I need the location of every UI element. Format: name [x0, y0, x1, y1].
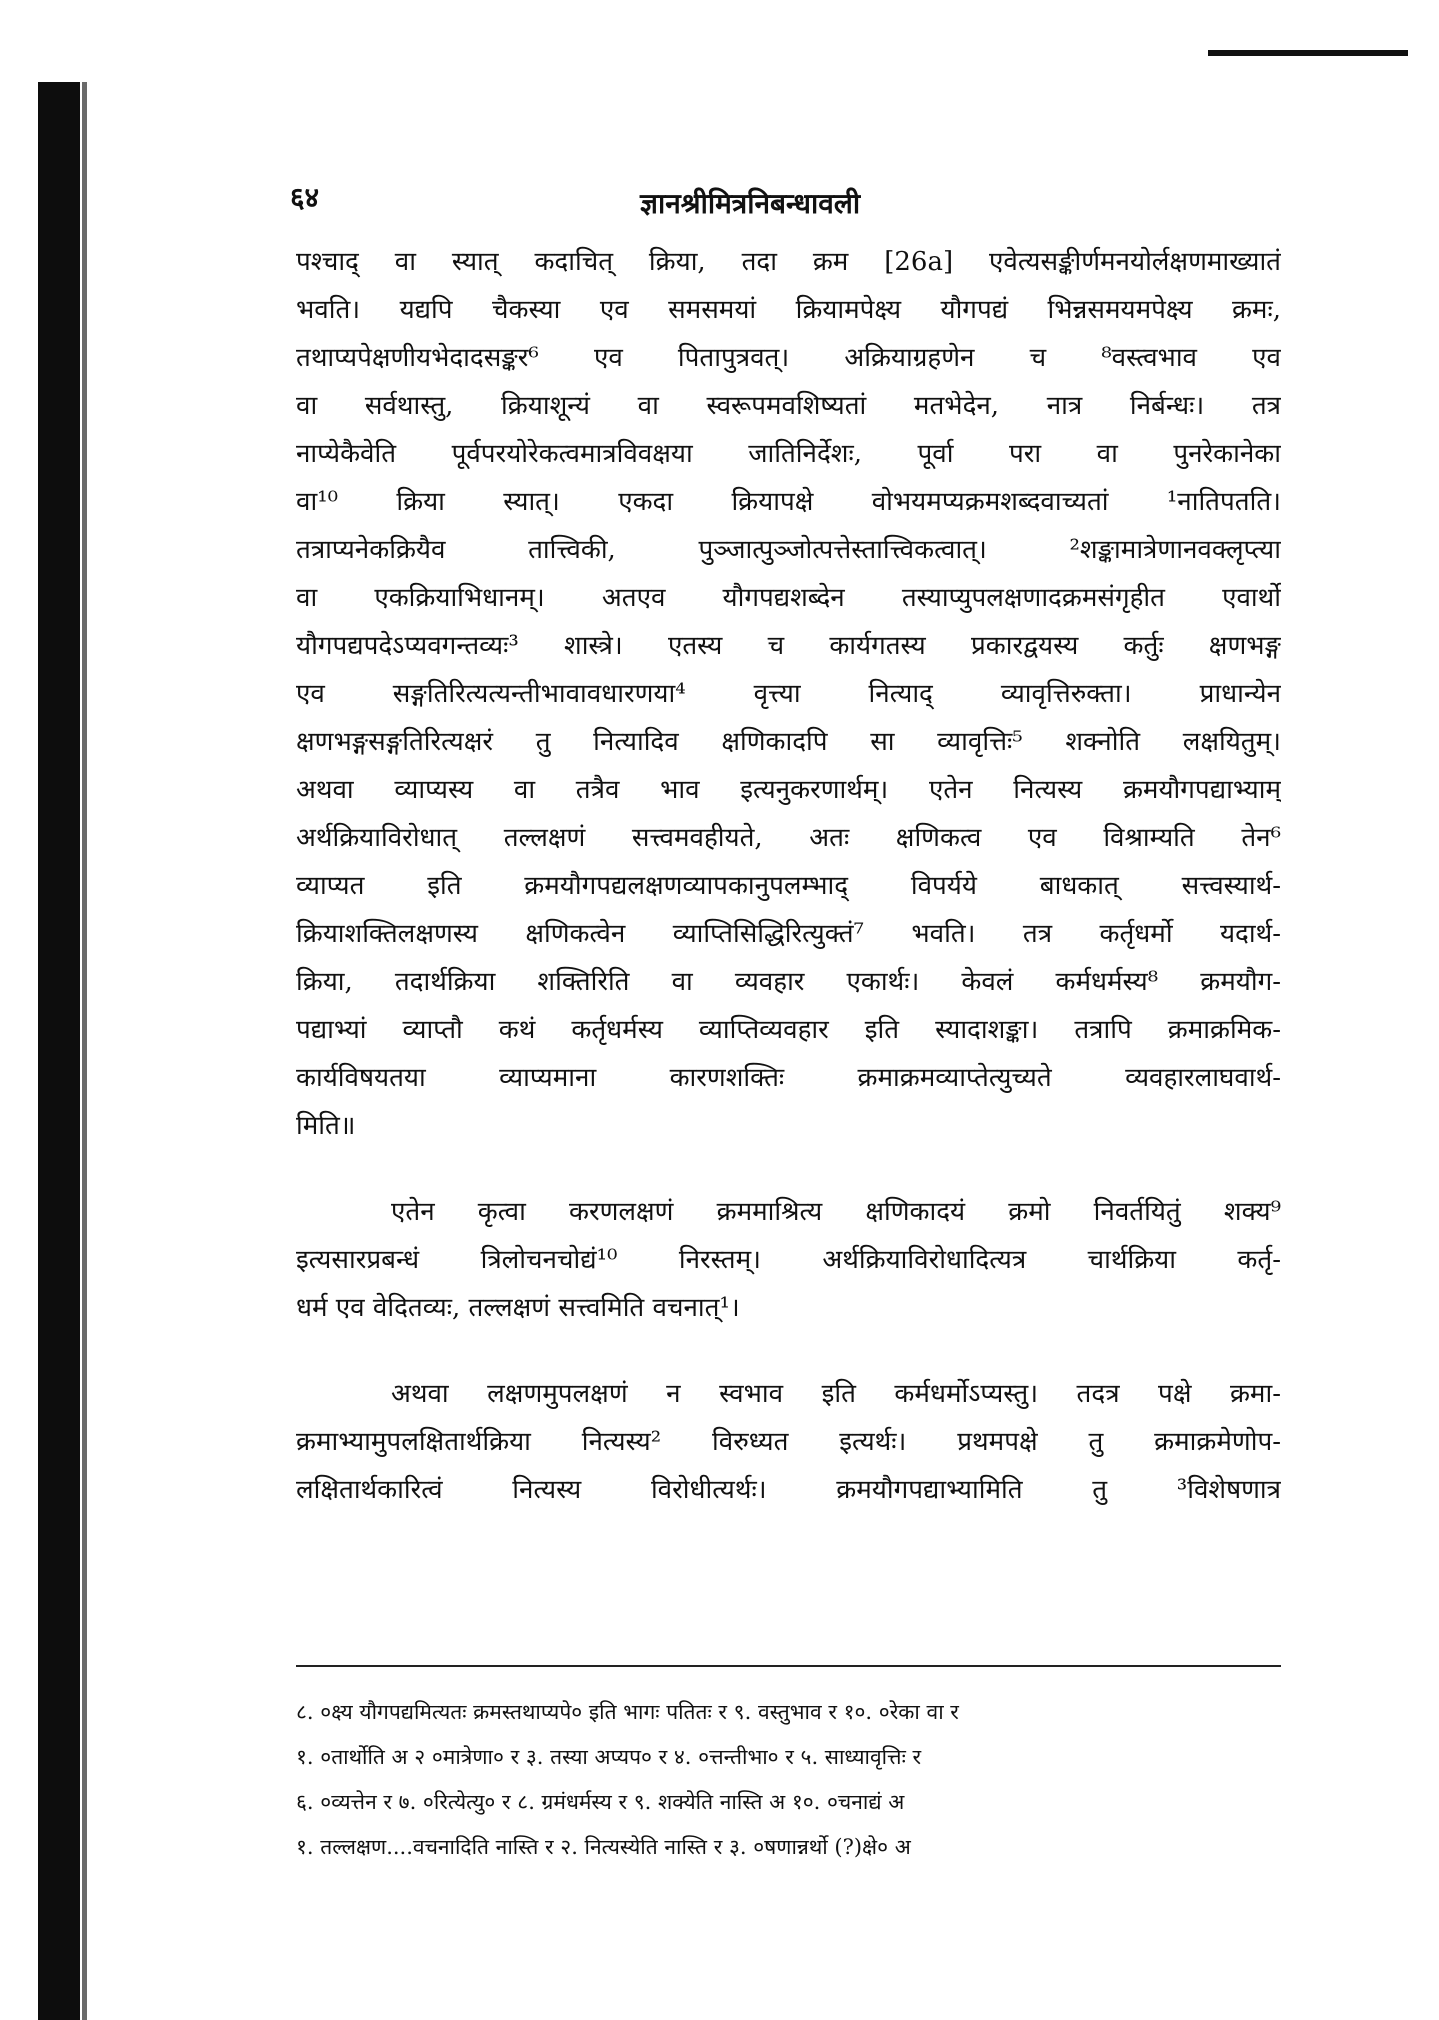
footnotes [296, 1690, 1281, 1870]
text-line: क्रियाशक्तिलक्षणस्य क्षणिकत्वेन व्याप्तिसिद्धिरित्युक्तं⁷ भवति। तत्र कर्तृधर्मो यदार्थ- [296, 919, 1281, 949]
text-line: नाप्येकैवेति पूर्वपरयोरेकत्वमात्रविवक्षया जातिनिर्देशः, पूर्वा परा वा पुनरेकानेका [296, 439, 1281, 469]
binding-edge [82, 82, 87, 2020]
text-line: एतेन कृत्वा करणलक्षणं क्रममाश्रित्य क्षणिकादयं क्रमो निवर्तयितुं शक्य⁹ [391, 1197, 1281, 1227]
text-line: अथवा व्याप्यस्य वा तत्रैव भाव इत्यनुकरणार्थम्। एतेन नित्यस्य क्रमयौगपद्याभ्याम् [296, 775, 1281, 805]
paragraph-3 [296, 1370, 1281, 1514]
paragraph-2 [296, 1188, 1281, 1332]
text-line: धर्म एव वेदितव्यः, तल्लक्षणं सत्त्वमिति वचनात्¹। [296, 1293, 740, 1323]
text-line: वा¹⁰ क्रिया स्यात्। एकदा क्रियापक्षे वोभयमप्यक्रमशब्दवाच्यतां ¹नातिपतति। [296, 487, 1281, 517]
paragraph-1 [296, 238, 1281, 1150]
text-line: लक्षितार्थकारित्वं नित्यस्य विरोधीत्यर्थः। क्रमयौगपद्याभ्यामिति तु ³विशेषणात्र [296, 1475, 1281, 1505]
footnote-line: १. ०तार्थोति अ २ ०मात्रेणा० र ३. तस्या अप्यप० र ४. ०त्तन्तीभा० र ५. साध्यावृत्तिः र [296, 1745, 922, 1769]
text-line: अथवा लक्षणमुपलक्षणं न स्वभाव इति कर्मधर्मोऽप्यस्तु। तदत्र पक्षे क्रमा- [391, 1379, 1281, 1409]
page-number: ६४ [290, 181, 320, 214]
text-line: तत्राप्यनेकक्रियैव तात्त्विकी, पुञ्जात्पुञ्जोत्पत्तेस्तात्त्विकत्वात्। ²शङ्कामात्रेणानवक्लृप्त्या [296, 535, 1281, 565]
text-line: क्रमाभ्यामुपलक्षितार्थक्रिया नित्यस्य² विरुध्यत इत्यर्थः। प्रथमपक्षे तु क्रमाक्रमेणोप- [296, 1427, 1281, 1457]
text-line: वा सर्वथास्तु, क्रियाशून्यं वा स्वरूपमवशिष्यतां मतभेदेन, नात्र निर्बन्धः। तत्र [296, 391, 1281, 421]
footnote-line: ६. ०व्यत्तेन र ७. ०रित्येत्यु० र ८. ग्रमंधर्मस्य र ९. शक्येति नास्ति अ १०. ०चनाद्यं अ [296, 1790, 905, 1814]
top-rule [1208, 50, 1408, 56]
text-line: वा एकक्रियाभिधानम्। अतएव यौगपद्यशब्देन तस्याप्युपलक्षणादक्रमसंगृहीत एवार्थो [296, 583, 1281, 613]
text-line: अर्थक्रियाविरोधात् तल्लक्षणं सत्त्वमवहीयते, अतः क्षणिकत्व एव विश्राम्यति तेन⁶ [296, 823, 1281, 853]
text-line: भवति। यद्यपि चैकस्या एव समसमयां क्रियामपेक्ष्य यौगपद्यं भिन्नसमयमपेक्ष्य क्रमः, [296, 295, 1281, 325]
running-head: ज्ञानश्रीमित्रनिबन्धावली [640, 187, 861, 220]
text-line: पश्चाद् वा स्यात् कदाचित् क्रिया, तदा क्रम [26a] एवेत्यसङ्कीर्णमनयोर्लक्षणमाख्यातं [296, 247, 1281, 277]
text-line: एव सङ्गतिरित्यत्यन्तीभावावधारणया⁴ वृत्त्या नित्याद् व्यावृत्तिरुक्ता। प्राधान्येन [296, 679, 1281, 709]
footnote-divider [296, 1665, 1281, 1667]
main-text [296, 238, 1281, 1514]
footnote-line: १. तल्लक्षण....वचनादिति नास्ति र २. नित्यस्येति नास्ति र ३. ०षणान्नर्थो (?)क्षे० अ [296, 1835, 911, 1859]
text-line: व्याप्यत इति क्रमयौगपद्यलक्षणव्यापकानुपलम्भाद् विपर्यये बाधकात् सत्त्वस्यार्थ- [296, 871, 1281, 901]
book-binding-shadow [38, 82, 80, 2020]
text-line: क्षणभङ्गसङ्गतिरित्यक्षरं तु नित्यादिव क्षणिकादपि सा व्यावृत्तिः⁵ शक्नोति लक्षयितुम्। [296, 727, 1281, 757]
text-line: तथाप्यपेक्षणीयभेदादसङ्कर⁶ एव पितापुत्रवत्। अक्रियाग्रहणेन च ⁸वस्त्वभाव एव [296, 343, 1281, 373]
text-line: कार्यविषयतया व्याप्यमाना कारणशक्तिः क्रमाक्रमव्याप्तेत्युच्यते व्यवहारलाघवार्थ- [296, 1063, 1281, 1093]
text-line: इत्यसारप्रबन्धं त्रिलोचनचोद्यं¹⁰ निरस्तम्। अर्थक्रियाविरोधादित्यत्र चार्थक्रिया कर्तृ- [296, 1245, 1281, 1275]
text-line: पद्याभ्यां व्याप्तौ कथं कर्तृधर्मस्य व्याप्तिव्यवहार इति स्यादाशङ्का। तत्रापि क्रमाक्रमिक- [296, 1015, 1281, 1045]
page-header [290, 178, 1270, 218]
text-line: मिति॥ [296, 1111, 356, 1141]
footnote-line: ८. ०क्ष्य यौगपद्यमित्यतः क्रमस्तथाप्यपे० इति भागः पतितः र ९. वस्तुभाव र १०. ०रेका वा र [296, 1700, 959, 1724]
text-line: क्रिया, तदार्थक्रिया शक्तिरिति वा व्यवहार एकार्थः। केवलं कर्मधर्मस्य⁸ क्रमयौग- [296, 967, 1281, 997]
text-line: यौगपद्यपदेऽप्यवगन्तव्यः³ शास्त्रे। एतस्य च कार्यगतस्य प्रकारद्वयस्य कर्तुः क्षणभङ्ग [296, 631, 1281, 661]
